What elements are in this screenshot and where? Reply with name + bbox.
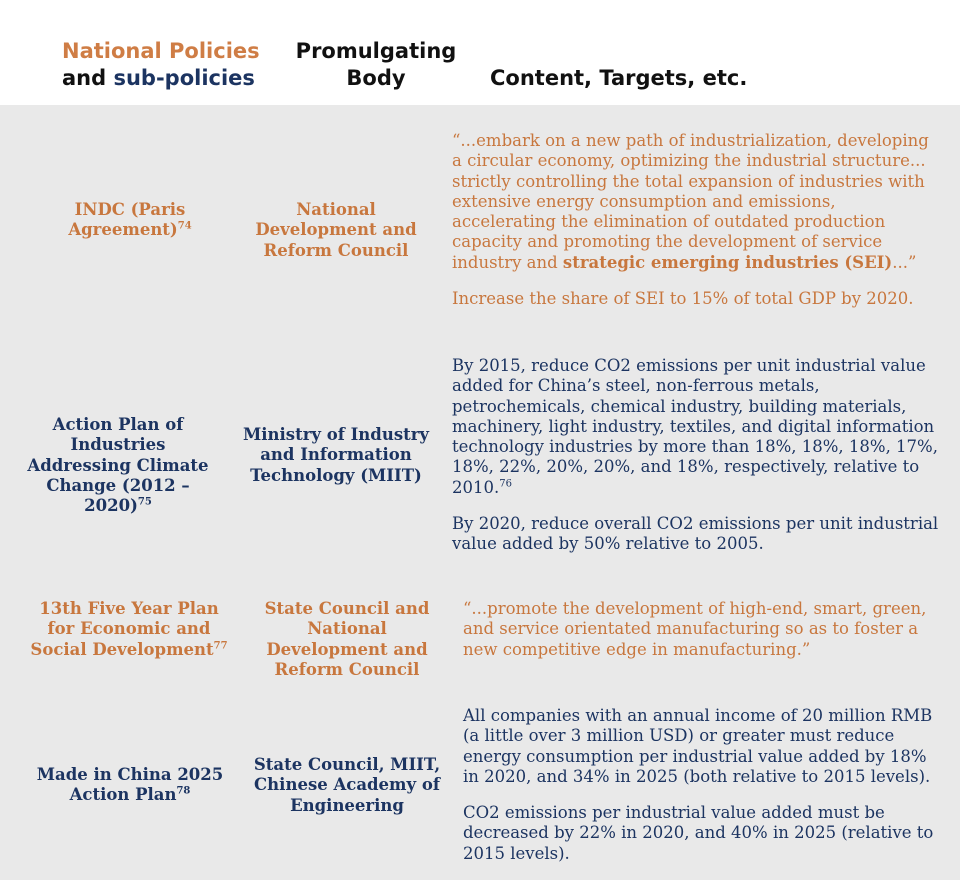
row-4-p1: All companies with an annual income of 20 million RMB (a little over 3 million USD) or greater must reduce energy consumption per industrial value added by 18% in 2020, and 34% in 2025 (both relative to 2015 levels). [463, 706, 933, 786]
row-1-body: National Development and Reform Council [255, 200, 417, 260]
header-content-targets: Content, Targets, etc. [490, 66, 748, 90]
row-4-footnote: 78 [176, 785, 191, 797]
row-3-body: State Council and National Development and Reform Council [264, 599, 430, 679]
row-2-p1-footnote: 76 [499, 478, 512, 490]
row-3-policy [26, 599, 232, 660]
row-2-policy [18, 415, 218, 516]
row-1-quote-bold: strategic emerging industries (SEI) [562, 252, 893, 272]
row-3-footnote: 77 [213, 640, 228, 652]
header-promulgating-body: Promulgating Body [295, 39, 457, 90]
row-2-policy-text: Action Plan of Industries Addressing Climate Change (2012 – 2020) [27, 415, 209, 516]
row-3-policy-text: 13th Five Year Plan for Economic and Social Development [30, 599, 219, 659]
row-2-content [452, 356, 944, 555]
header-national-policies [62, 38, 260, 92]
header-col1-line1: National Policies [62, 39, 260, 63]
row-4-policy-text: Made in China 2025 Action Plan [36, 765, 224, 805]
row-4-p2: CO2 emissions per industrial value added must be decreased by 22% in 2020, and 40% in 2025 (relative to 2015 levels). [463, 803, 934, 863]
row-2-footnote: 75 [137, 496, 152, 508]
row-2-body: Ministry of Industry and Information Technology (MIIT) [242, 425, 430, 485]
row-3-content [463, 599, 943, 660]
row-1-footnote: 74 [177, 220, 192, 232]
row-1-content [452, 131, 942, 309]
row-4-content [463, 706, 947, 864]
row-1-policy [30, 200, 230, 241]
row-1-policy-text: INDC (Paris Agreement) [68, 200, 186, 240]
row-4-body: State Council, MIIT, Chinese Academy of Engineering [253, 755, 441, 815]
row-1-target: Increase the share of SEI to 15% of total GDP by 2020. [452, 289, 914, 309]
row-2-p1: By 2015, reduce CO2 emissions per unit industrial value added for China’s steel, non-ferrous metals, petrochemicals, chemical industry, building materials, machinery, light industry, textiles, and digital information technology industries by more than 18%, 18%, 18%, 17%, 18%, 22%, 20%, 20%, and 18%, respectively, relative to 2010. [452, 356, 938, 497]
row-1-quote: “...embark on a new path of industrialization, developing a circular economy, optimizing the industrial structure... strictly controlling the total expansion of industries with extensive energy consumption and emissions, accelerating the elimination of outdated production capacity and promoting the development of service industry and [452, 131, 929, 272]
row-4-policy [30, 765, 230, 806]
header-col1-and: and [62, 66, 114, 90]
row-1-quote-end: ...” [892, 252, 917, 272]
table-header [0, 0, 960, 105]
row-2-p2: By 2020, reduce overall CO2 emissions per unit industrial value added by 50% relative to 2005. [452, 514, 939, 554]
row-3-p1: “...promote the development of high-end, smart, green, and service orientated manufacturing so as to foster a new competitive edge in manufacturing.” [463, 599, 927, 659]
header-col1-sub: sub-policies [113, 66, 255, 90]
